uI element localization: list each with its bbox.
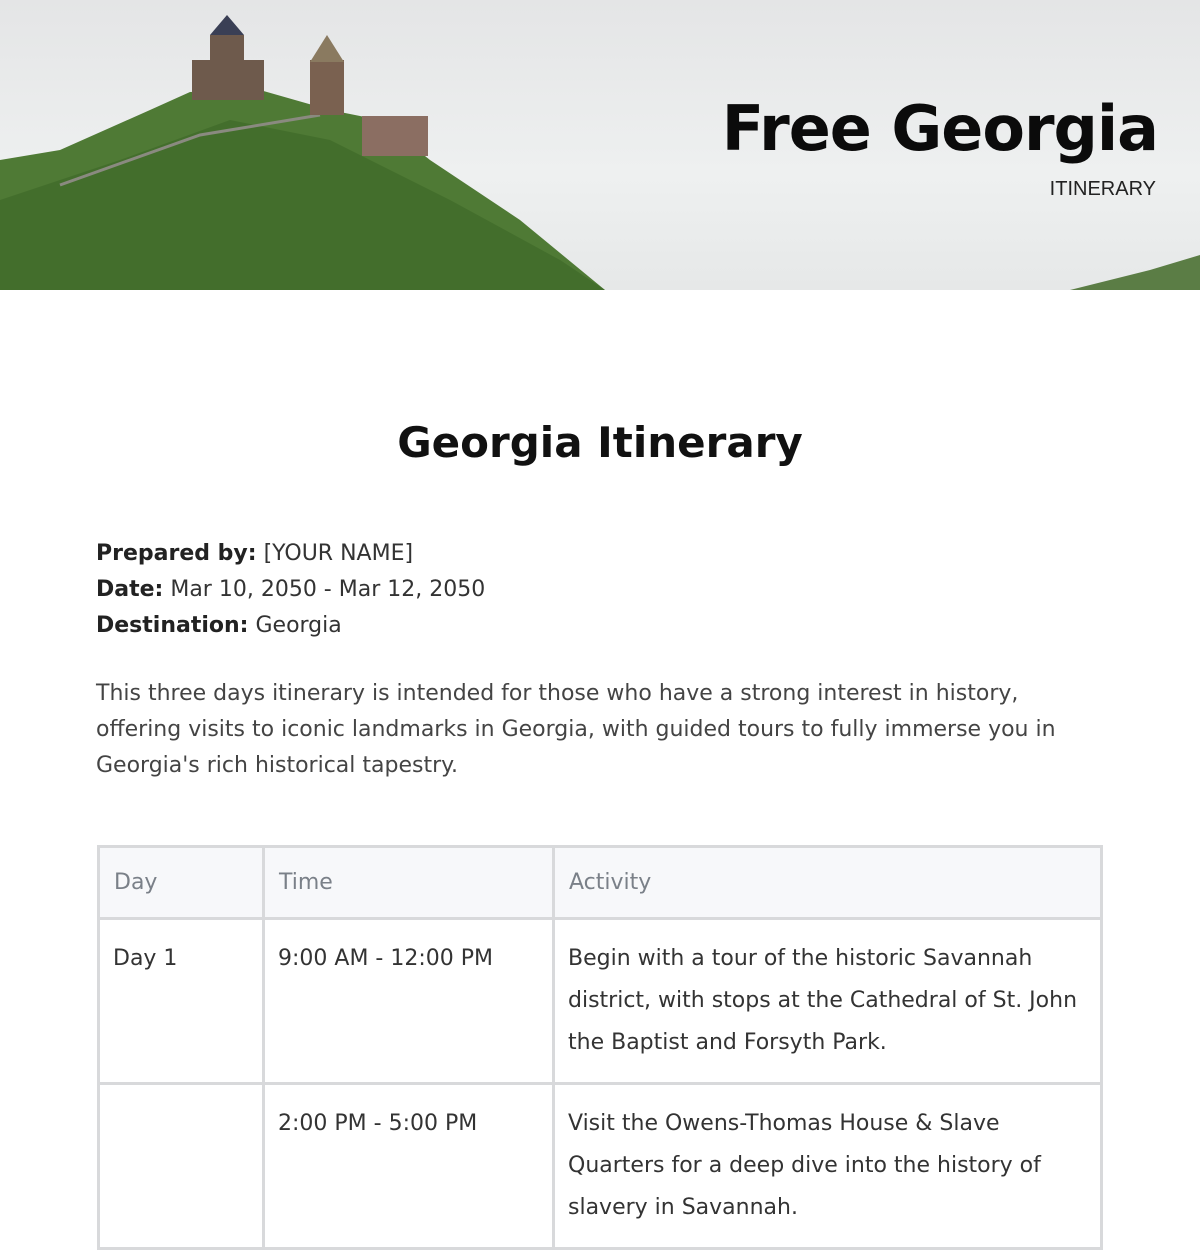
meta-label: Date: — [96, 577, 164, 602]
date — [96, 572, 485, 608]
document-title: Georgia Itinerary — [397, 418, 803, 467]
banner-subtitle: ITINERARY — [1049, 178, 1156, 200]
meta-label: Prepared by: — [96, 541, 257, 566]
cell-activity: Visit the Owens-Thomas House & Slave Quarters for a deep dive into the history of slavery in Savannah. — [554, 1084, 1102, 1249]
header-time: Time — [264, 847, 554, 919]
meta-value: [YOUR NAME] — [263, 541, 414, 566]
header-banner — [0, 0, 1200, 290]
meta-value: Georgia — [255, 613, 342, 638]
destination — [96, 608, 485, 644]
table-row — [99, 919, 1102, 1084]
table-header-row — [99, 847, 1102, 919]
cell-time: 9:00 AM - 12:00 PM — [264, 919, 554, 1084]
cell-day: Day 1 — [99, 919, 264, 1084]
meta-info — [96, 536, 485, 644]
cell-day — [99, 1084, 264, 1249]
itinerary-table — [97, 845, 1103, 1250]
header-day: Day — [99, 847, 264, 919]
header-activity: Activity — [554, 847, 1102, 919]
cell-time: 2:00 PM - 5:00 PM — [264, 1084, 554, 1249]
banner-title: Free Georgia — [721, 92, 1158, 165]
meta-value: Mar 10, 2050 - Mar 12, 2050 — [170, 577, 486, 602]
intro-paragraph: This three days itinerary is intended for those who have a strong interest in history, offering visits to iconic landmarks in Georgia, with guided tours to fully immerse you in Georgia's rich historical tapestry. — [96, 681, 1056, 778]
table-row — [99, 1084, 1102, 1249]
prepared-by — [96, 536, 485, 572]
cell-activity: Begin with a tour of the historic Savannah district, with stops at the Cathedral of St. John the Baptist and Forsyth Park. — [554, 919, 1102, 1084]
meta-label: Destination: — [96, 613, 249, 638]
